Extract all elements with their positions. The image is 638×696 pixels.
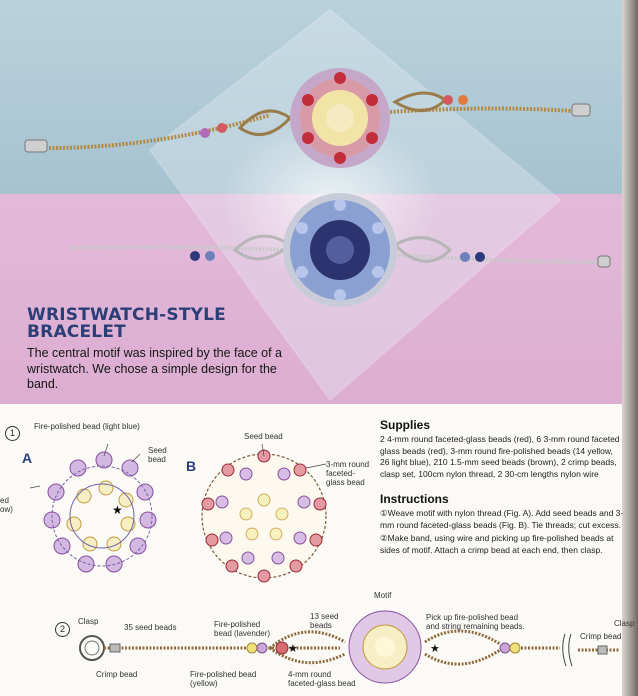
supplies-heading: Supplies <box>380 418 431 432</box>
figure-2-step-number: 2 <box>55 622 70 637</box>
figure-a-diagram <box>30 444 156 572</box>
label-35-seed-beads: 35 seed beads <box>124 623 177 632</box>
instruction-step-2: ②Make band, using wire and picking up fire-polished beads at sides of motif. Attach a crimp bead at each end, then clasp. <box>380 533 614 555</box>
label-motif: Motif <box>374 591 392 600</box>
label-fire-polished-lavender: Fire-polished bead (lavender) <box>214 620 271 638</box>
supplies-section <box>380 418 628 480</box>
svg-text:★: ★ <box>112 503 123 517</box>
label-crimp-bead-right: Crimp bead <box>580 632 622 641</box>
panel-b-label: B <box>186 458 197 474</box>
label-pick-up-instruction: Pick up fire-polished bead and string remaining beads. <box>426 613 525 631</box>
label-seed-bead-b: Seed bead <box>244 432 283 441</box>
svg-text:★: ★ <box>288 642 298 655</box>
article-intro: The central motif was inspired by the face of a wristwatch. We chose a simple design for the band. <box>27 346 282 391</box>
label-clasp-right: Clasp <box>614 619 635 628</box>
label-13-seed-beads: 13 seed beads <box>310 612 339 630</box>
instruction-step-1: ①Weave motif with nylon thread (Fig. A). Add seed beads and 3-mm round faceted-glass beads (Fig. B). Tie threads; cut excess. <box>380 508 624 530</box>
label-clasp: Clasp <box>78 617 99 626</box>
instructions-heading: Instructions <box>380 492 449 506</box>
label-crimp-bead: Crimp bead <box>96 670 138 679</box>
supplies-text: 2 4-mm round faceted-glass beads (red), 6 3-mm round faceted glass beads (red), 3-mm round fire-polished beads (14 yellow, 26 light blue), 210 1.5-mm seed beads (brown), 2 crimp beads, clasp set, 100cm nylon thread, 2 30-cm lengths nylon wire <box>380 434 620 479</box>
label-fire-polished-light-blue: Fire-polished bead (light blue) <box>34 422 140 431</box>
figure-b-diagram <box>202 444 326 582</box>
label-fire-polished-yellow: Fire-polished bead (yellow) <box>190 670 257 688</box>
label-seed-bead-a: Seed bead <box>148 446 167 464</box>
article-title: WRISTWATCH-STYLE BRACELET <box>27 305 226 342</box>
instructions-section <box>380 492 628 556</box>
svg-text:★: ★ <box>430 642 440 655</box>
label-seed-bead-fragment: ed ow) <box>0 496 13 514</box>
figure-1-step-number: 1 <box>5 426 20 441</box>
panel-a-label: A <box>22 450 33 466</box>
label-3mm-faceted-glass-bead: 3-mm round faceted- glass bead <box>326 460 370 487</box>
label-4mm-round-bead: 4-mm round faceted-glass bead <box>288 670 356 688</box>
